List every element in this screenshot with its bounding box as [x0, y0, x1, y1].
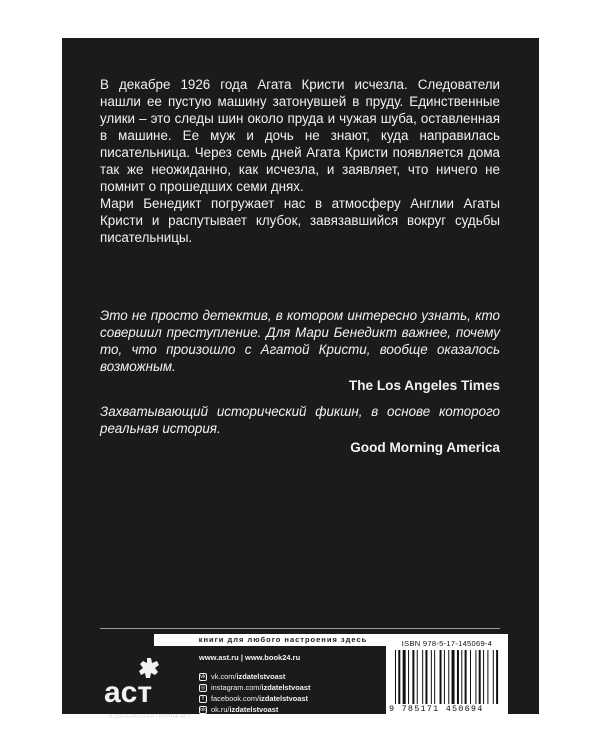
ok-icon: ok	[200, 706, 206, 713]
barcode-bar	[440, 650, 442, 704]
barcode-digits: 9 785171 450694	[389, 704, 484, 714]
barcode-label	[386, 634, 508, 717]
barcode-bar	[431, 650, 432, 704]
slogan-banner: книги для любого настроения здесь	[154, 634, 412, 646]
barcode-bar	[412, 650, 414, 704]
back-cover	[62, 38, 539, 720]
review-source: The Los Angeles Times	[348, 378, 500, 393]
divider	[100, 628, 500, 629]
synopsis-paragraph-2: Мари Бенедикт погружает нас в атмосферу Англии Агаты Кристи и распутывает клубок, завязавшийся вокруг судьбы писательницы.	[100, 196, 500, 245]
review-good-morning-america	[100, 403, 500, 456]
ast-logo-icon	[100, 654, 172, 710]
barcode-icon	[395, 650, 499, 704]
social-link-vk[interactable]: vk vk.com/ izdatelstvoast	[200, 672, 286, 681]
facebook-icon: f	[199, 695, 207, 703]
publisher-name: ИЗДАТЕЛЬСКАЯ ГРУППА АСТ	[108, 714, 192, 720]
barcode-bar	[496, 650, 498, 704]
barcode-bar	[457, 650, 459, 704]
synopsis-paragraph-1: В декабре 1926 года Агата Кристи исчезла. Следователи нашли ее пустую машину затонувшей в пруду. Единственные улики – это следы шин около пруда и чужая шуба, оставленная в машине. Ее муж и дочь не знают, куда направилась писательница. Через семь дней Агата Кристи появляется дома так же неожиданно, как исчезла, и заявляет, что ничего не помнит о прошедших семи днях.	[100, 77, 500, 194]
barcode-bar	[398, 650, 400, 704]
barcode-bar	[417, 650, 418, 704]
isbn-number: ISBN 978-5-17-145069-4	[401, 639, 493, 648]
review-la-times	[100, 307, 500, 394]
instagram-icon: ◎	[200, 684, 206, 691]
barcode-bar	[475, 650, 476, 704]
review-quote: Захватывающий исторический фикшн, в основе которого реальная история.	[100, 404, 500, 436]
barcode-bar	[425, 650, 427, 704]
social-link-instagram[interactable]: ◎ instagram.com/ izdatelstvoast	[200, 683, 311, 692]
synopsis	[100, 76, 500, 246]
barcode-bar	[408, 650, 409, 704]
review-quote: Это не просто детектив, в котором интересно узнать, кто совершил преступление. Для Мари Бенедикт важнее, почему то, что произошло с Агатой Кристи, вообще оказалось возможным.	[100, 308, 500, 374]
barcode-bar	[403, 650, 406, 704]
social-link-facebook[interactable]: f facebook.com/ izdatelstvoast	[199, 693, 339, 704]
barcode-bar	[470, 650, 471, 704]
barcode-bar	[483, 650, 484, 704]
barcode-bar	[461, 650, 462, 704]
social-link-ok[interactable]: ok ok.ru/ izdatelstvoast	[200, 705, 279, 714]
social-links	[199, 671, 339, 715]
barcode-bar	[465, 650, 467, 704]
barcode-bar	[434, 650, 435, 704]
barcode-bar	[487, 650, 488, 704]
barcode-bar	[452, 650, 455, 704]
logo-lettering: аст	[104, 676, 153, 709]
barcode-bar	[448, 650, 449, 704]
barcode-bar	[479, 650, 481, 704]
barcode-bar	[395, 650, 396, 704]
vk-icon: vk	[200, 673, 206, 680]
barcode-bar	[444, 650, 445, 704]
barcode-bar	[493, 650, 494, 704]
publisher-websites[interactable]: www.ast.ru | www.book24.ru	[199, 653, 301, 662]
review-source: Good Morning America	[350, 440, 500, 455]
barcode-bar	[422, 650, 423, 704]
